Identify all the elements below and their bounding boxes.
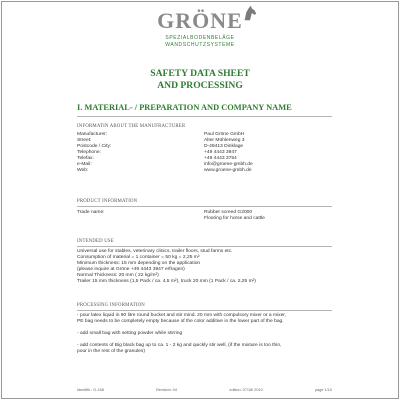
company-logo <box>2 8 398 49</box>
title-line-2: AND PROCESSING <box>157 80 243 91</box>
footer-edition: edition: 07/18/ 2010 <box>229 388 263 392</box>
processing-line: PE bag needs to be completely empty because of the color additive in the lower part of the bag. <box>77 319 284 324</box>
trade-name-description: Flooring for horse and cattle <box>204 216 265 221</box>
street-label: Street: <box>77 138 92 143</box>
logo-tagline-1: SPEZIALBODENBELÄGE <box>165 35 235 41</box>
intended-use-line: Trailer 15 mm thickness (1,5 Pack / ca. 4,5 m²), truck 20 mm (1 Pack / ca. 2,25 m²) <box>77 279 256 284</box>
trade-name-label: Trade name: <box>77 210 105 215</box>
manufacturer-heading: INFORMATIN ABOUT THE MANUFRACTURER <box>77 124 186 129</box>
email-value: info@groene-gmbh.de <box>204 162 253 167</box>
intended-use-heading: INTENDED USE <box>77 239 114 244</box>
footer-page-number: page 1/10 <box>315 388 332 392</box>
telephone-label: Telephone: <box>77 150 101 155</box>
footer-identifier: Identifik.: G-168 <box>77 388 104 392</box>
document-footer <box>77 388 332 392</box>
product-table <box>77 210 332 224</box>
manufacturer-table <box>77 132 332 177</box>
postcode-label: Postcode / City: <box>77 144 112 149</box>
section-divider <box>77 246 332 247</box>
postcode-value: D-49413 Dinklage <box>204 144 244 149</box>
product-heading: PRODUCT INFORMATION <box>77 199 138 204</box>
web-label: Web: <box>77 168 89 173</box>
intended-use-line: Universal use for stables, veterinary clinics, trailer floors, stud farms etc. <box>77 249 233 254</box>
logo-tagline-2: WANDSCHUTZSYSTEME <box>165 42 235 48</box>
processing-line: - pour latex liquid in 90 litre round bucket and stir mind. 20 mm with compulsory mixer or a mixer, <box>77 313 287 318</box>
section-divider <box>77 116 332 117</box>
intended-use-line: Minimum thickness: 15 mm depending on the application <box>77 261 201 266</box>
trade-name-value: Rubber screed G2000 <box>204 210 253 215</box>
intended-use-line: Consumption of material = 1 container = 50 kg = 2,25 m² <box>77 255 200 260</box>
web-value: www.groene-gmbh.de <box>204 168 252 173</box>
manufacturer-label: Manufacturer: <box>77 132 108 137</box>
email-label: e-Mail: <box>77 162 92 167</box>
street-value: Alter Mühlenweg 3 <box>204 138 245 143</box>
processing-line: - add small bag with setting powder while stirring <box>77 331 183 336</box>
intended-use-line: (please inquire at Gröne +49 4443 3947 erfragen) <box>77 267 185 272</box>
processing-heading: PROCESSING INFORMATION <box>77 303 145 308</box>
section-divider <box>77 310 332 311</box>
title-line-1: SAFETY DATA SHEET <box>150 68 250 79</box>
manufacturer-value: Paul Gröne GmbH <box>204 132 245 137</box>
processing-line: - add contents of Big black bag up to ca. 1 - 2 kg and quickly stir well, (if the mixture is too thin, <box>77 343 282 348</box>
section-divider <box>77 206 332 207</box>
footer-revision: Revision: 04 <box>156 388 178 392</box>
logo-wordmark <box>157 8 243 34</box>
processing-line: pour in the rest of the granules) <box>77 349 145 354</box>
telefax-value: +49 4443 3754 <box>204 156 237 161</box>
logo-tagline <box>2 35 398 49</box>
telephone-value: +49 4443 3947 <box>204 150 237 155</box>
document-title <box>2 68 398 92</box>
horse-head-icon <box>241 4 259 22</box>
logo-name: GRÖNE <box>157 8 243 33</box>
intended-use-line: Normal Thickness: 20 mm ( 22 kg/m²) <box>77 273 159 278</box>
telefax-label: Telefax: <box>77 156 94 161</box>
section-1-heading: I. MATERIAL- / PREPARATION AND COMPANY NAME <box>77 103 292 112</box>
data-sheet-page <box>1 1 399 399</box>
